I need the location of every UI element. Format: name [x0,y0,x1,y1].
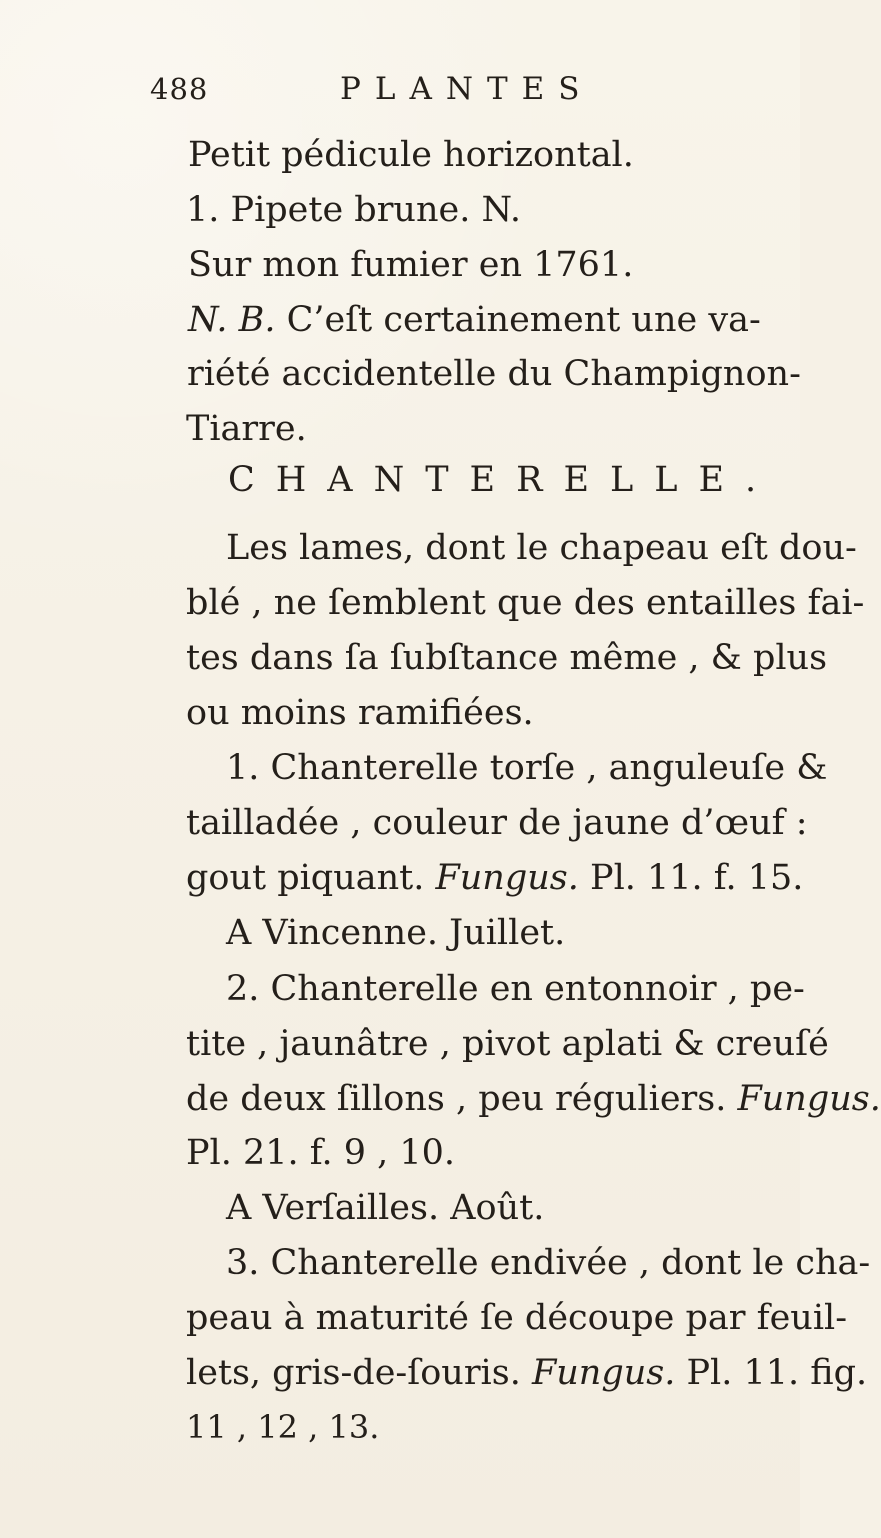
page-number: 488 [150,72,209,106]
item-1-line-1: 1. Chanterelle torſe , anguleuſe & [226,748,828,788]
item-3-line-3-prefix: lets, gris-de-ſouris. [186,1353,532,1393]
item-1-line-3 [186,858,804,898]
item-1-line-3-suffix: Pl. 11. f. 15. [578,858,804,898]
entry-line-1: Petit pédicule horizontal. [188,135,634,175]
item-2-line-2: tite , jaunâtre , pivot aplati & creuſé [186,1024,829,1064]
description-line-3: tes dans ſa ſubſtance même , & plus [186,638,828,678]
item-2-line-3-prefix: de deux ſillons , peu réguliers. [186,1079,738,1119]
item-1-line-2: tailladée , couleur de jaune d’œuf : [186,803,808,843]
item-3-line-2: peau à maturité ſe découpe par feuil- [186,1298,848,1338]
page-header [150,72,630,116]
item-3-line-4: 11 , 12 , 13. [186,1408,380,1446]
item-2-line-1: 2. Chanterelle en entonnoir , pe- [226,969,805,1009]
item-1-fungus-reference: Fungus. [435,858,579,898]
entry-line-4 [188,300,761,340]
item-2-fungus-reference: Fungus. [737,1079,881,1119]
entry-line-5: riété accidentelle du Champignon- [187,354,801,394]
description-line-4: ou moins ramifiées. [186,693,534,733]
entry-line-4-text: C’eſt certainement une va- [275,300,761,340]
nota-bene-label: N. B. [188,300,276,340]
item-2-line-5: A Verſailles. Août. [226,1188,545,1228]
item-2-line-4: Pl. 21. f. 9 , 10. [186,1133,456,1173]
item-3-line-1: 3. Chanterelle endivée , dont le cha- [226,1243,871,1283]
item-1-line-4: A Vincenne. Juillet. [226,913,566,953]
description-line-2: blé , ne ſemblent que des entailles fai- [186,583,865,623]
entry-line-6: Tiarre. [186,409,307,449]
running-head: PLANTES [340,71,594,107]
item-1-line-3-prefix: gout piquant. [186,858,436,898]
description-line-1: Les lames, dont le chapeau eſt dou- [226,528,857,568]
item-3-line-3-suffix: Pl. 11. fig. [675,1353,868,1393]
item-3-line-3 [186,1353,868,1393]
section-title: CHANTERELLE. [228,460,778,500]
entry-line-3: Sur mon fumier en 1761. [188,245,634,285]
entry-line-2: 1. Pipete brune. N. [186,190,521,230]
item-3-fungus-reference: Fungus. [531,1353,676,1393]
item-2-line-3 [186,1079,881,1119]
